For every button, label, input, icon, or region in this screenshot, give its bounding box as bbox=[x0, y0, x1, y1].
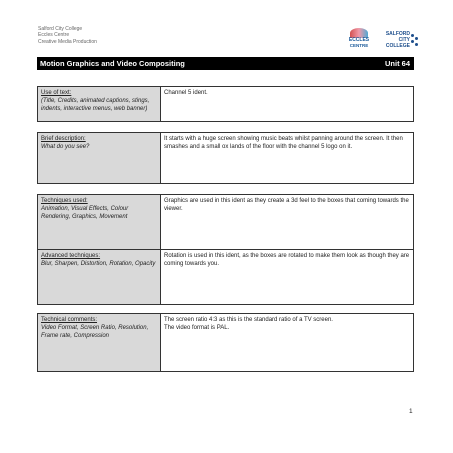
row-description: Video Format, Screen Ratio, Resolution, Frame rate, Compression bbox=[41, 325, 149, 339]
techniques-table bbox=[37, 194, 414, 305]
salford-logo-text-2: CITY bbox=[398, 37, 410, 43]
college-header bbox=[38, 26, 97, 45]
row-label: Technical comments: bbox=[41, 317, 98, 323]
row-label: Advanced techniques: bbox=[41, 253, 101, 259]
row-description: What do you see? bbox=[41, 144, 90, 150]
title-bar bbox=[37, 57, 414, 70]
document-title: Motion Graphics and Video Compositing bbox=[40, 59, 185, 68]
row-label-cell bbox=[38, 250, 161, 304]
unit-number: Unit 64 bbox=[384, 59, 410, 68]
eccles-logo-text-1: ECCLES bbox=[348, 37, 370, 43]
row-content: The screen ratio 4:3 as this is the standard ratio of a TV screen. The video format is PAL. bbox=[164, 317, 333, 331]
technical-comments-table bbox=[37, 313, 414, 372]
row-content: Channel 5 ident. bbox=[164, 90, 208, 96]
eccles-centre-logo bbox=[346, 28, 372, 52]
row-label: Use of text: bbox=[41, 90, 72, 96]
salford-logo-text-1: SALFORD bbox=[385, 31, 410, 37]
table-row bbox=[38, 133, 413, 183]
salford-dots-icon bbox=[411, 34, 419, 48]
table-row bbox=[38, 249, 413, 304]
table-row bbox=[38, 195, 413, 249]
brief-description-table bbox=[37, 132, 414, 184]
table-row bbox=[38, 87, 413, 121]
row-description: Blur, Sharpen, Distortion, Rotation, Opacity bbox=[41, 261, 156, 267]
row-label-cell bbox=[38, 195, 161, 249]
row-label-cell bbox=[38, 133, 161, 183]
header-line-college: Salford City College bbox=[38, 26, 83, 32]
header-line-centre: Eccles Centre bbox=[38, 32, 70, 39]
logos bbox=[346, 28, 418, 54]
salford-city-college-logo bbox=[376, 28, 418, 54]
row-label-cell bbox=[38, 87, 161, 121]
row-content: Rotation is used in this ident, as the boxes are rotated to make them look as though they are coming towards you. bbox=[164, 253, 410, 267]
header-line-course: Creative Media Production bbox=[38, 38, 97, 45]
row-label: Techniques used: bbox=[41, 198, 88, 204]
table-row bbox=[38, 314, 413, 371]
row-label-cell bbox=[38, 314, 161, 371]
row-label: Brief description: bbox=[41, 136, 86, 142]
use-of-text-table bbox=[37, 86, 414, 122]
eccles-logo-text-2: CENTRE bbox=[349, 43, 369, 48]
row-content: Graphics are used in this ident as they create a 3d feel to the boxes that coming towards the viewer. bbox=[164, 198, 409, 212]
salford-logo-text-3: COLLEGE bbox=[385, 43, 410, 49]
row-description: (Title, Credits, animated captions, stings, indents, interactive menus, web banner) bbox=[41, 98, 150, 112]
row-content: It starts with a huge screen showing music beats whilst panning around the screen. It then smashes and a small ox lands of the floor with the channel 5 logo on it. bbox=[164, 136, 403, 150]
row-description: Animation, Visual Effects, Colour Rendering, Graphics, Movement bbox=[41, 206, 129, 220]
page-number: 1 bbox=[409, 408, 413, 415]
